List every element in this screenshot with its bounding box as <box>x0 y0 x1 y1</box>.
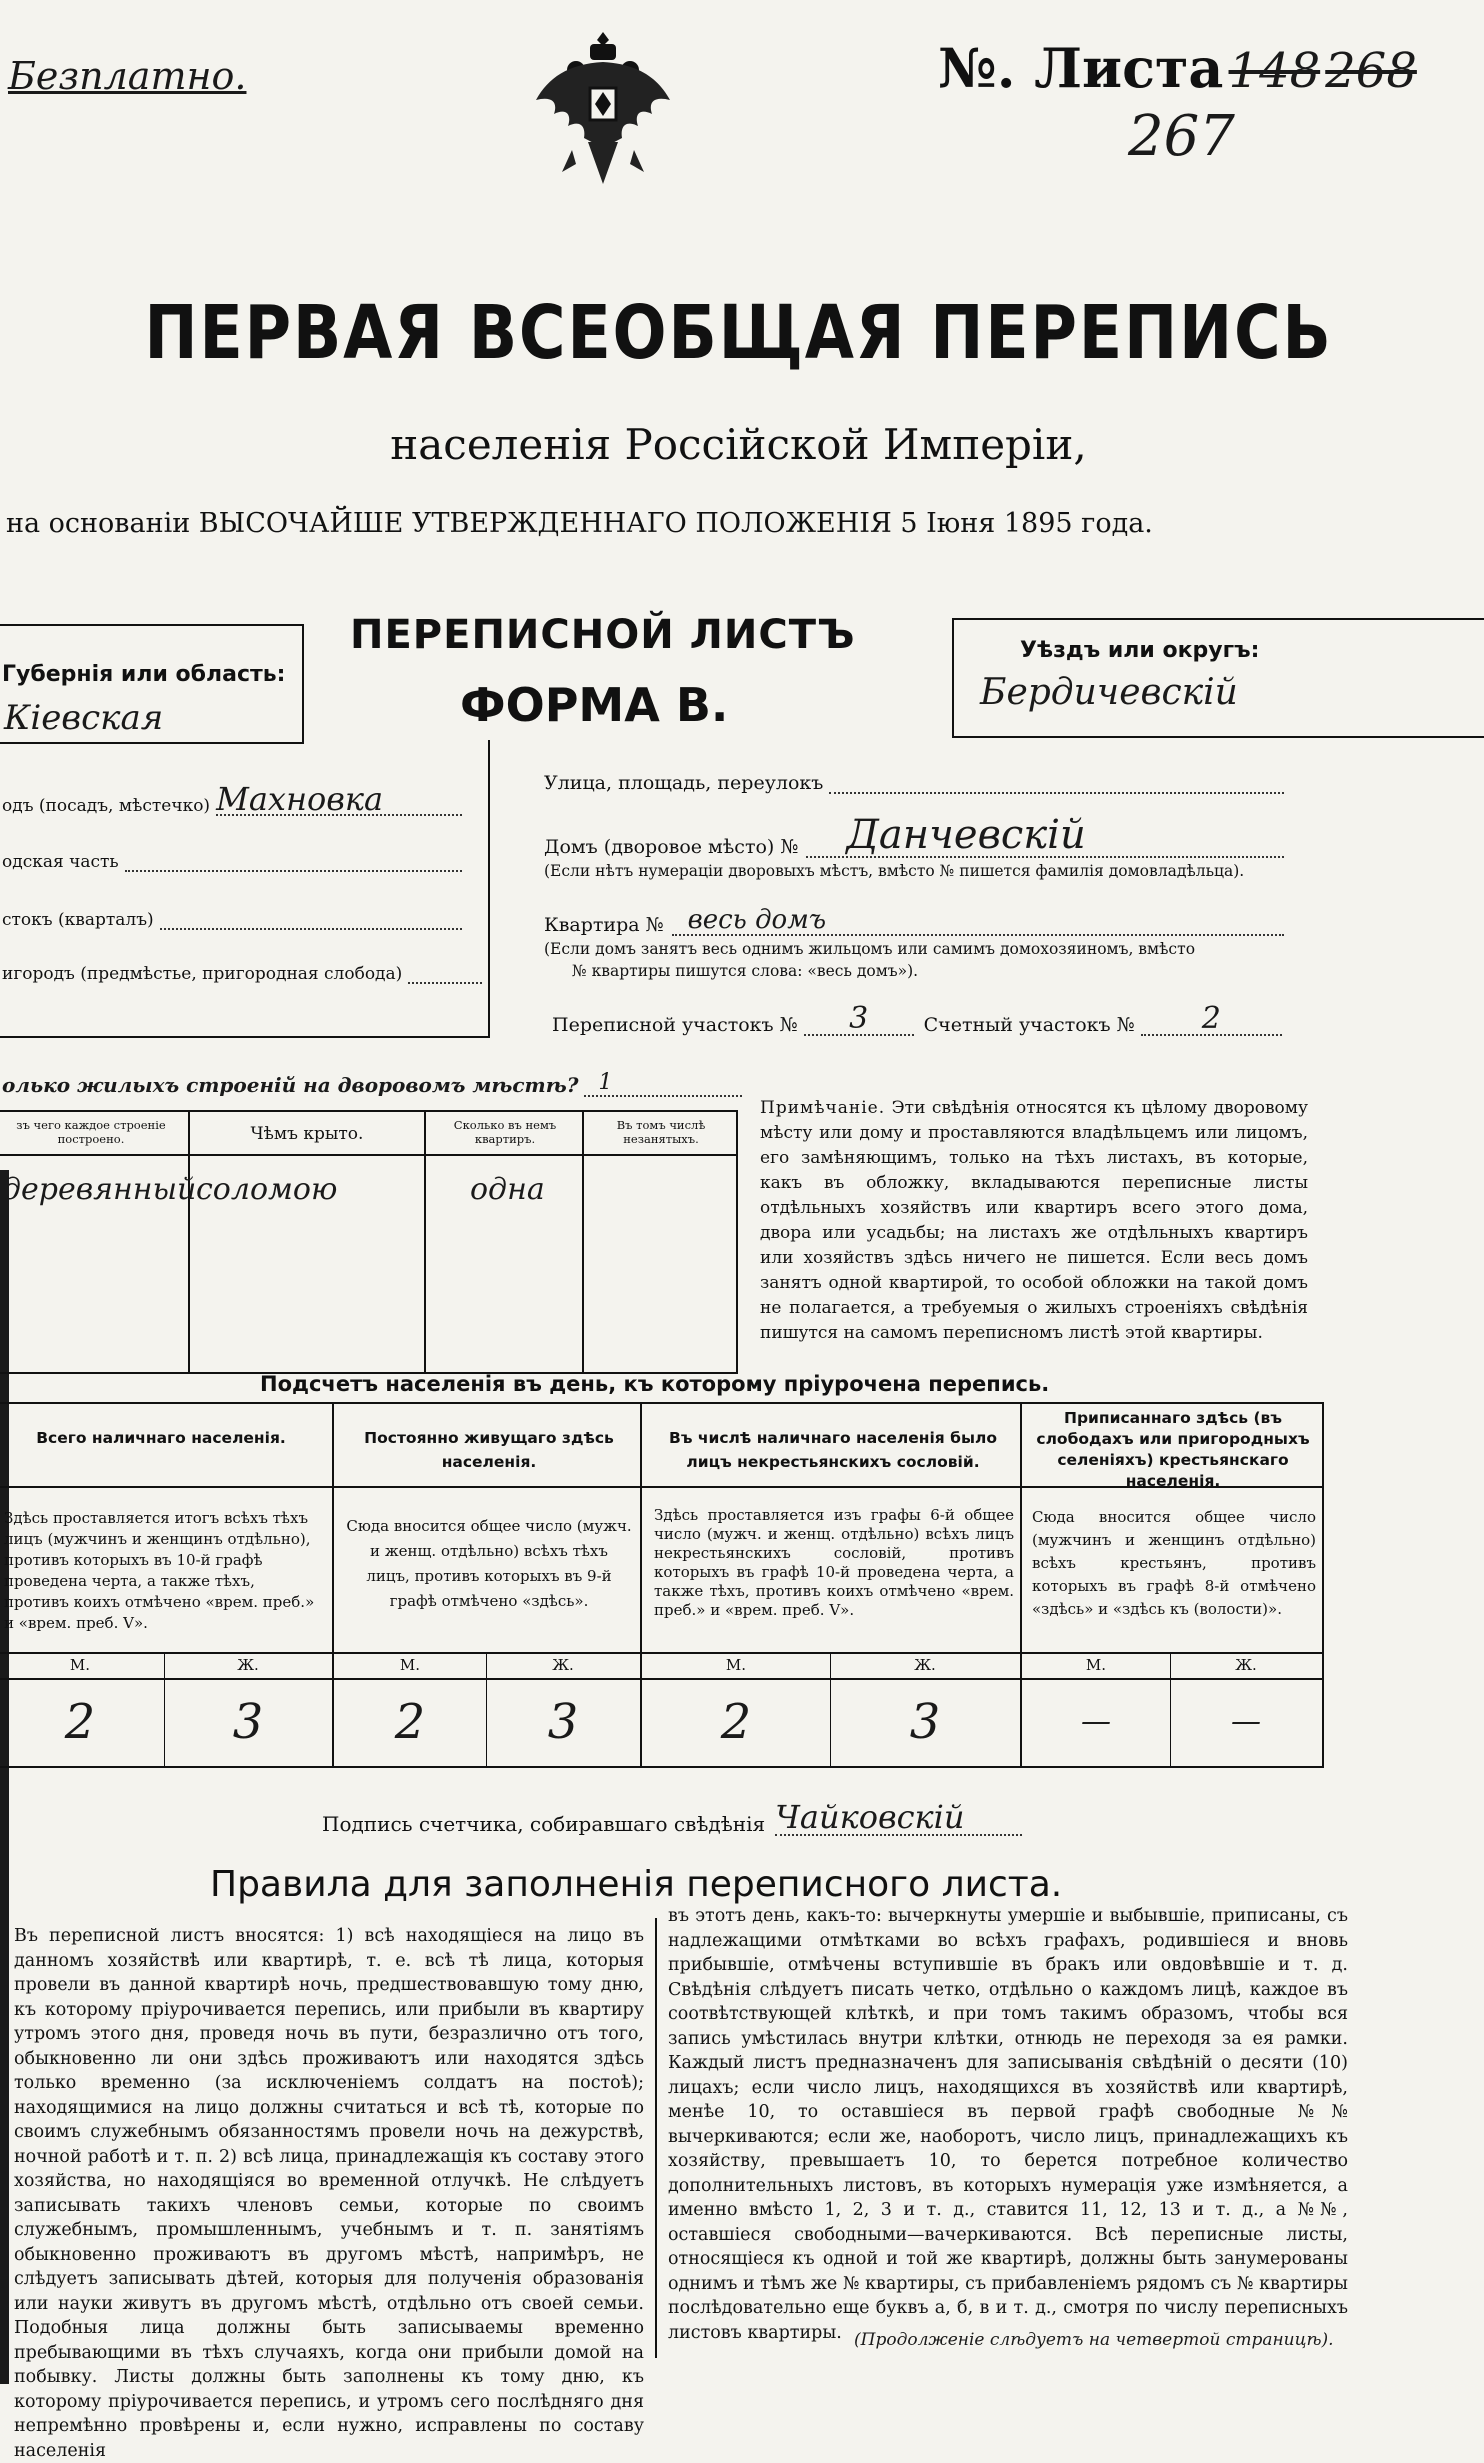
count-value-f-3: 3 <box>909 1694 941 1750</box>
town-row <box>2 780 462 818</box>
buildings-question <box>2 1070 742 1097</box>
page-subtitle: населенія Россійской Имперіи, <box>390 420 1087 469</box>
guberniya-value: Кіевская <box>4 698 164 738</box>
count-col3-desc: Здѣсь проставляется изъ графы 6-й общее число (мужч. и женщ. отдѣльно) всѣхъ лицъ некрестьянскихъ сословій, противъ которыхъ въ графѣ 10-й проведена черта, а также тѣхъ, противъ коихъ отмѣчено «врем. преб.» и «врем. преб. V». <box>654 1506 1014 1619</box>
sheet-number-hand-2: 267 <box>1128 104 1235 169</box>
apartment-value: весь домъ <box>672 906 1284 936</box>
guberniya-label: Губернія или область: <box>2 662 286 687</box>
town-value: Махновка <box>216 784 462 816</box>
census-district-value: 3 <box>804 1004 914 1036</box>
apartment-label: Квартира № <box>544 914 664 936</box>
count-f-label-4: Ж. <box>1235 1656 1257 1674</box>
house-note: (Если нѣтъ нумераціи дворовыхъ мѣстъ, вмѣсто № пишется фамилія домовладѣльца). <box>544 862 1245 880</box>
page-basis: на основаніи ВЫСОЧАЙШЕ УТВЕРЖДЕННАГО ПОЛОЖЕНІЯ 5 Іюня 1895 года. <box>6 508 1153 539</box>
house-value: Данчевскій <box>806 814 1284 858</box>
suburb-label: игородъ (предмѣстье, пригородная слобода) <box>2 964 403 984</box>
signature-row <box>322 1800 1022 1836</box>
rules-divider <box>655 1918 657 2358</box>
quarter-row <box>2 910 462 930</box>
city-part-row <box>2 852 462 872</box>
free-label: Безплатно. <box>8 54 247 98</box>
city-part-label: одская часть <box>2 852 119 872</box>
census-district-label: Переписной участокъ № <box>552 1014 798 1036</box>
buildings-col-vacant: Въ томъ числѣ незанятыхъ. <box>616 1118 706 1146</box>
count-value-m-2: 2 <box>394 1694 426 1750</box>
apartment-note-2: № квартиры пишутся слова: «весь домъ»). <box>572 962 919 980</box>
apartment-row <box>544 906 1284 936</box>
rules-left: Въ переписной листъ вносятся: 1) всѣ находящіеся на лицо въ данномъ хозяйствѣ или квартирѣ, т. е. всѣ тѣ лица, которыя провели въ данной квартирѣ ночь, предшествовавшую тому дню, къ которому пріурочивается перепись, или прибыли въ квартиру утромъ этого дня, проведя ночь въ пути, безразлично отъ того, обыкновенно ли они здѣсь проживаютъ или находятся здѣсь только временно (за исключеніемъ солдатъ на постоѣ); находящимися на лицо должны считаться и всѣ тѣ, которые по своимъ служебнымъ обязанностямъ провели ночь на дежурствѣ, ночной работѣ и т. п. 2) всѣ лица, принадлежащія къ составу этого хозяйства, но находящіяся во временной отлучкѣ. Не слѣдуетъ записывать такихъ членовъ семьи, которые по своимъ служебнымъ, промышленнымъ, учебнымъ и т. п. занятіямъ обыкновенно проживаютъ въ другомъ мѣстѣ, напримѣръ, не слѣдуетъ записывать дѣтей, которыя для полученія образованія или науки живутъ въ другомъ мѣстѣ, отдѣльно отъ своей семьи. Подобныя лица должны быть записываемы временно пребывающими въ тѣхъ случаяхъ, когда они прибыли домой на побывку. Листы должны быть заполнены къ тому дню, къ которому пріурочивается перепись, и утромъ сего послѣдняго дня непремѣнно провѣрены и, если нужно, исправлены по составу населенія <box>14 1926 644 2461</box>
sheet-number-label: №. Листа <box>938 36 1224 100</box>
count-col4-head: Приписаннаго здѣсь (въ слободахъ или пригородныхъ селеніяхъ) крестьянскаго населенія. <box>1036 1409 1310 1490</box>
house-label: Домъ (дворовое мѣсто) № <box>544 836 799 858</box>
double-headed-eagle-icon <box>528 30 678 190</box>
street-row <box>544 772 1284 794</box>
buildings-col-apartments: Сколько въ немъ квартиръ. <box>453 1118 557 1146</box>
sheet-number-hand: 268 <box>1325 43 1417 99</box>
count-value-f-2: 3 <box>547 1694 579 1750</box>
note-lead: Примѣчаніе. <box>760 1098 886 1118</box>
uezd-value: Бердичевскій <box>980 672 1238 713</box>
apartment-note-1: (Если домъ занятъ весь однимъ жильцомъ или самимъ домохозяиномъ, вмѣсто <box>544 940 1196 958</box>
count-col2-desc: Сюда вносится общее число (мужч. и женщ. отдѣльно) всѣхъ тѣхъ лицъ, противъ которыхъ въ 9-й графѣ отмѣчено «здѣсь». <box>346 1517 632 1610</box>
sheet-title: ПЕРЕПИСНОЙ ЛИСТЪ <box>350 612 856 658</box>
town-label: одъ (посадъ, мѣстечко) <box>2 796 211 816</box>
count-col2-head: Постоянно живущаго здѣсь населенія. <box>364 1429 614 1471</box>
count-value-m-4: — <box>1081 1704 1111 1739</box>
street-label: Улица, площадь, переулокъ <box>544 772 824 794</box>
quarter-label: стокъ (кварталъ) <box>2 910 154 930</box>
count-col1-desc: Здѣсь проставляется итогъ всѣхъ тѣхъ лицъ (мужчинъ и женщинъ отдѣльно), противъ которыхъ въ 10-й графѣ проведена черта, а также тѣхъ, противъ коихъ отмѣчено «врем. преб.» и «врем. преб. V». <box>4 1509 315 1632</box>
buildings-table <box>0 1110 738 1374</box>
count-m-label-1: М. <box>69 1656 91 1674</box>
buildings-material-value: деревянный <box>2 1172 197 1207</box>
count-district-label: Счетный участокъ № <box>923 1014 1135 1036</box>
buildings-answer: 1 <box>584 1070 742 1097</box>
count-col4-desc: Сюда вносится общее число (мужчинъ и женщинъ отдѣльно) всѣхъ крестьянъ, противъ которыхъ въ графѣ 8-й отмѣчено «здѣсь» и «здѣсь къ (волости)». <box>1032 1508 1316 1618</box>
buildings-col-roof: Чѣмъ крыто. <box>250 1124 364 1144</box>
count-value-f-4: — <box>1231 1704 1261 1739</box>
count-district-value: 2 <box>1141 1004 1282 1036</box>
count-f-label-3: Ж. <box>914 1656 936 1674</box>
count-value-m-3: 2 <box>720 1694 752 1750</box>
buildings-col-material: зъ чего каждое строеніе построено. <box>16 1118 166 1146</box>
buildings-roof-value: соломою <box>196 1172 338 1207</box>
count-col3-head: Въ числѣ наличнаго населенія было лицъ некрестьянскихъ сословій. <box>669 1429 997 1471</box>
count-title: Подсчетъ населенія въ день, къ которому пріурочена перепись. <box>260 1372 1050 1396</box>
rules-title: Правила для заполненія переписного листа. <box>210 1864 1063 1905</box>
count-m-label-3: М. <box>725 1656 747 1674</box>
count-m-label-2: М. <box>399 1656 421 1674</box>
district-row <box>552 1001 1282 1036</box>
house-row <box>544 814 1284 858</box>
rules-right: въ этотъ день, какъ-то: вычеркнуты умершіе и выбывшіе, приписаны, съ надлежащими отмѣтками во всѣхъ графахъ, родившіеся и вновь прибывшіе, отмѣчены вступившіе въ бракъ или овдовѣвшіе и т. д. Свѣдѣнія слѣдуетъ писать четко, отдѣльно о каждомъ лицѣ, каждое въ соотвѣтствующей клѣткѣ, и при томъ такимъ образомъ, чтобы вся запись умѣстилась внутри клѣтки, отнюдь не переходя за ея рамки. Каждый листъ предназначенъ для записыванія свѣдѣній о десяти (10) лицахъ; если число лицъ, находящихся въ хозяйствѣ или квартирѣ, менѣе 10, то оставшіеся въ первой графѣ свободные №№ вычеркиваются; если же, наоборотъ, число лицъ, принадлежащихъ къ хозяйству, превышаетъ 10, то берется потребное количество дополнительныхъ листовъ, въ которыхъ нумерація уже измѣняется, а именно вмѣсто 1, 2, 3 и т. д., ставится 11, 12, 13 и т. д., а №№, оставшіеся свободными—вачеркиваются. Всѣ переписные листы, относящіеся къ одной и той же квартирѣ, должны быть занумерованы однимъ и тѣмъ же № квартиры, съ прибавленіемъ рядомъ съ № квартиры послѣдовательно еще буквъ а, б, в и т. д., смотря по числу переписныхъ листовъ квартиры. <box>668 1906 1348 2343</box>
signature-label: Подпись счетчика, собиравшаго свѣдѣнія <box>322 1812 766 1836</box>
count-f-label-2: Ж. <box>552 1656 574 1674</box>
note-text: Эти свѣдѣнія относятся къ цѣлому дворовому мѣсту или дому и проставляются владѣльцемъ или лицомъ, его замѣняющимъ, только на тѣхъ листахъ, въ которые, какъ въ обложку, вкладываются переписные листы отдѣльныхъ хозяйствъ или квартиръ всего этого дома, двора или усадьбы; на листахъ же отдѣльныхъ квартиръ или хозяйствъ здѣсь ничего не пишется. Если весь домъ занятъ одной квартирой, то особой обложки на такой домъ не полагается, а требуемыя о жилыхъ строеніяхъ свѣдѣнія пишутся на самомъ переписномъ листѣ этой квартиры. <box>760 1098 1308 1343</box>
buildings-apartments-value: одна <box>470 1172 545 1207</box>
count-value-f-1: 3 <box>232 1694 264 1750</box>
emblem <box>528 30 678 190</box>
count-f-label-1: Ж. <box>237 1656 259 1674</box>
sheet-number-struck: 148 <box>1228 43 1321 99</box>
sheet-number <box>938 36 1417 100</box>
page-title: ПЕРВАЯ ВСЕОБЩАЯ ПЕРЕПИСЬ <box>144 290 1333 376</box>
rules-continued: (Продолженіе слѣдуетъ на четвертой страницѣ). <box>854 2330 1334 2350</box>
signature-value: Чайковскій <box>775 1800 1022 1836</box>
count-col1-head: Всего наличнаго населенія. <box>36 1429 286 1447</box>
count-table <box>0 1402 1324 1768</box>
uezd-label: Уѣздъ или округъ: <box>1020 638 1260 663</box>
suburb-row <box>2 964 482 984</box>
note-block <box>760 1096 1308 1346</box>
buildings-question-label: олько жилыхъ строеній на дворовомъ мѣстѣ? <box>2 1073 579 1097</box>
count-m-label-4: М. <box>1085 1656 1107 1674</box>
count-value-m-1: 2 <box>64 1694 96 1750</box>
form-title: ФОРМА В. <box>460 678 729 732</box>
